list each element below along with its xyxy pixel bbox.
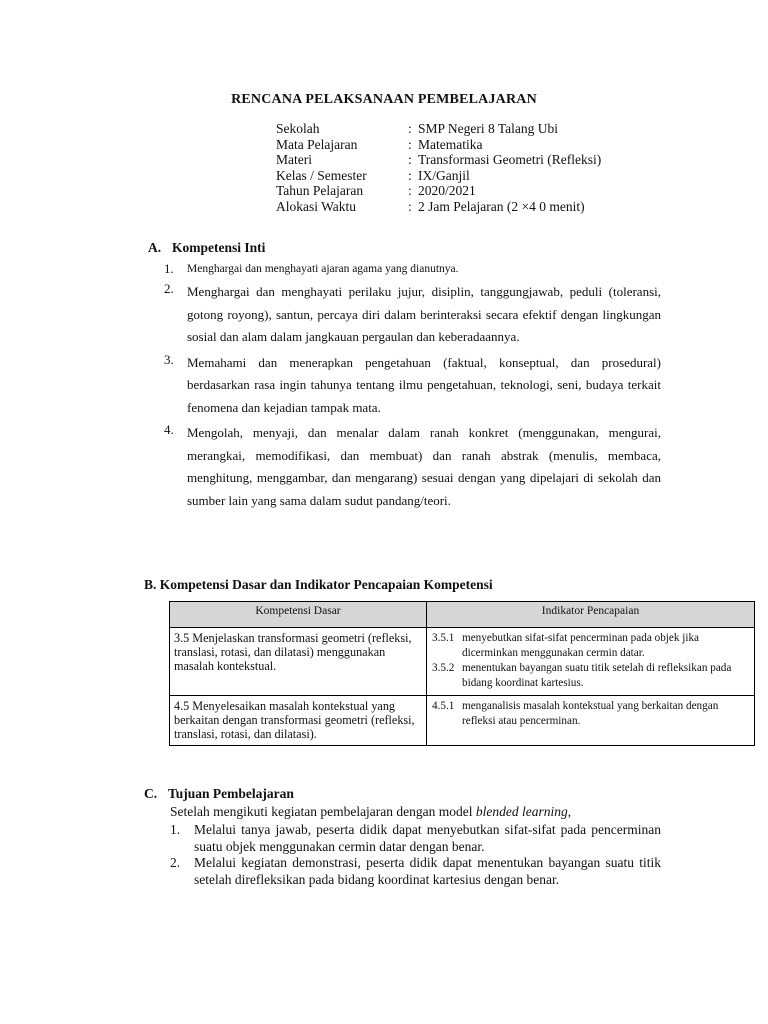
- intro-punctuation: ,: [567, 804, 572, 819]
- info-colon: :: [408, 183, 412, 199]
- info-label: Tahun Pelajaran: [276, 183, 364, 199]
- list-text: Mengolah, menyaji, dan menalar dalam ranah konkret (menggunakan, mengurai, merangkai, memodifikasi, dan membuat) dan ranah abstrak (menulis, membaca, menghitung, menggambar, dan mengarang) sesuai dengan yang dipelajari di sekolah dan sumber lain yang sama dalam sudut pandang/teori.: [187, 425, 661, 508]
- basic-competence-cell: 4.5 Menyelesaikan masalah kontekstual yang berkaitan dengan transformasi geometri (refleksi, translasi, rotasi, dan dilatasi).: [170, 696, 427, 746]
- document-title: RENCANA PELAKSANAAN PEMBELAJARAN: [231, 92, 537, 107]
- info-colon: :: [408, 152, 412, 168]
- info-colon: :: [408, 198, 412, 214]
- section-a-heading: [148, 240, 265, 256]
- info-row-school: [276, 121, 601, 137]
- list-text: Melalui kegiatan demonstrasi, peserta didik dapat menentukan bayangan suatu titik setelah direfleksikan pada bidang koordinat kartesius dengan benar.: [194, 855, 661, 887]
- table-header-row: [170, 602, 755, 628]
- objectives-intro: [170, 804, 571, 820]
- list-text: Menghargai dan menghayati perilaku jujur, disiplin, tanggungjawab, peduli (toleransi, gotong royong), santun, percaya diri dalam berinteraksi secara efektif dengan lingkungan sosial dan alam dalam jangkauan pergaulan dan keberadaannya.: [187, 284, 661, 344]
- section-letter: C.: [144, 786, 158, 801]
- info-row-time-allocation: [276, 199, 601, 215]
- indicator-item: [432, 699, 750, 729]
- list-item: [170, 822, 661, 855]
- list-number: 4.: [164, 422, 174, 437]
- info-value: Transformasi Geometri (Refleksi): [418, 152, 602, 168]
- indicator-code: 3.5.1: [432, 632, 455, 644]
- indicator-item: [432, 661, 750, 691]
- info-row-school-year: [276, 183, 601, 199]
- column-header-indicator: Indikator Pencapaian: [427, 602, 755, 628]
- indicator-code: 3.5.2: [432, 662, 455, 674]
- list-number: 1.: [170, 822, 181, 837]
- section-title: Tujuan Pembelajaran: [168, 786, 294, 801]
- info-label: Alokasi Waktu: [276, 198, 357, 214]
- info-value: IX/Ganjil: [418, 167, 470, 183]
- info-colon: :: [408, 167, 412, 183]
- intro-italic-term: blended learning: [475, 804, 568, 819]
- indicator-code: 4.5.1: [432, 700, 455, 712]
- info-value: 2020/2021: [418, 183, 476, 199]
- section-b-heading: B. Kompetensi Dasar dan Indikator Pencapaian Kompetensi: [144, 577, 493, 592]
- core-competence-list: [164, 261, 661, 512]
- info-value: 2 Jam Pelajaran (2 ×4 0 menit): [418, 198, 585, 214]
- info-label: Sekolah: [276, 121, 320, 136]
- info-colon: :: [408, 136, 412, 152]
- indicator-text: menyebutkan sifat-sifat pencerminan pada objek jika dicerminkan menggunakan cermin datar.: [462, 632, 700, 659]
- learning-objectives-list: [170, 822, 661, 888]
- list-text: Menghargai dan menghayati ajaran agama yang dianutnya.: [187, 263, 459, 275]
- list-text: Memahami dan menerapkan pengetahuan (faktual, konseptual, dan prosedural) berdasarkan rasa ingin tahunya tentang ilmu pengetahuan, teknologi, seni, budaya terkait fenomena dan kejadian tampak mata.: [187, 354, 661, 415]
- column-header-basic-competence: Kompetensi Dasar: [170, 602, 427, 628]
- table-row: [170, 696, 755, 746]
- table-row: [170, 628, 755, 696]
- section-letter: A.: [148, 240, 162, 255]
- indicator-item: [432, 631, 750, 661]
- info-label: Materi: [276, 152, 312, 168]
- list-number: 1.: [164, 261, 174, 276]
- list-item: [164, 281, 661, 349]
- indicator-text: menganalisis masalah kontekstual yang berkaitan dengan refleksi atau pencerminan.: [462, 700, 719, 727]
- info-value: Matematika: [418, 136, 483, 152]
- info-colon: :: [408, 121, 412, 136]
- info-label: Kelas / Semester: [276, 167, 367, 183]
- list-text: Melalui tanya jawab, peserta didik dapat menyebutkan sifat-sifat pada pencerminan suatu objek menggunakan cermin datar dengan benar.: [194, 822, 661, 854]
- indicator-cell: [427, 696, 755, 746]
- info-value: SMP Negeri 8 Talang Ubi: [418, 121, 559, 136]
- list-item: [164, 352, 661, 420]
- list-item: [170, 855, 661, 888]
- list-item: [164, 261, 661, 278]
- info-row-subject: [276, 137, 601, 153]
- competence-table: [169, 601, 755, 746]
- identity-block: [276, 121, 601, 215]
- indicator-cell: [427, 628, 755, 696]
- section-c-heading: [144, 786, 294, 802]
- section-title: Kompetensi Inti: [172, 240, 266, 255]
- info-label: Mata Pelajaran: [276, 136, 358, 152]
- indicator-text: menentukan bayangan suatu titik setelah di refleksikan pada bidang koordinat kartesius.: [462, 662, 732, 689]
- info-row-class-semester: [276, 168, 601, 184]
- list-number: 2.: [164, 281, 174, 296]
- list-number: 3.: [164, 351, 174, 367]
- info-row-material: [276, 152, 601, 168]
- basic-competence-cell: 3.5 Menjelaskan transformasi geometri (refleksi, translasi, rotasi, dan dilatasi) menggunakan masalah kontekstual.: [170, 628, 427, 696]
- list-item: [164, 422, 661, 512]
- list-number: 2.: [170, 855, 181, 870]
- intro-text: Setelah mengikuti kegiatan pembelajaran dengan model: [170, 804, 476, 819]
